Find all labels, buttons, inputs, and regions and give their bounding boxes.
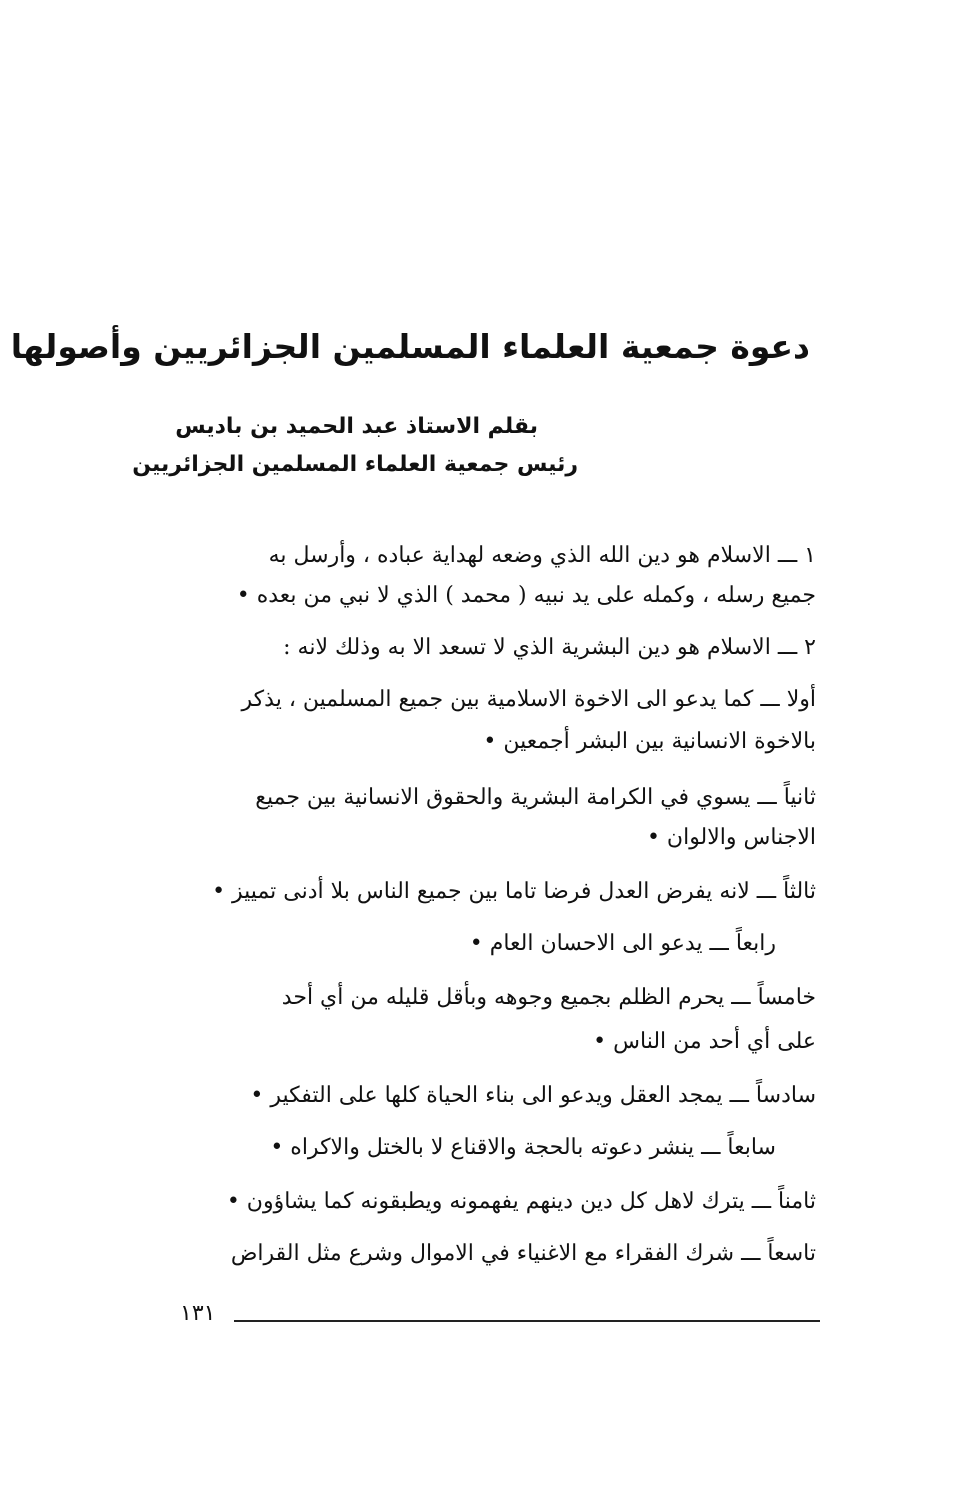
- body-line-15: تاسعاً ـــ شرك الفقراء مع الاغنياء في الاموال وشرع مثل القراض: [230, 1241, 816, 1266]
- body-line-13: سابعاً ـــ ينشر دعوته بالحجة والاقناع لا بالختل والاكراه •: [270, 1135, 776, 1160]
- footer-rule: [234, 1320, 820, 1322]
- body-line-9: رابعاً ـــ يدعو الى الاحسان العام •: [469, 931, 776, 956]
- body-line-4: أولا ـــ كما يدعو الى الاخوة الاسلامية بين جميع المسلمين ، يذكر: [241, 687, 816, 712]
- body-line-10: خامساً ـــ يحرم الظلم بجميع وجوهه وبأقل قليله من أي أحد: [281, 985, 816, 1010]
- body-line-5: بالاخوة الانسانية بين البشر أجمعين •: [483, 729, 816, 754]
- article-title: دعوة جمعية العلماء المسلمين الجزائريين وأصولها: [10, 327, 810, 366]
- author-affiliation-line: رئيس جمعية العلماء المسلمين الجزائريين: [132, 452, 578, 477]
- body-line-12: سادساً ـــ يمجد العقل ويدعو الى بناء الحياة كلها على التفكير •: [250, 1083, 816, 1108]
- body-line-3: ٢ ـــ الاسلام هو دين البشرية الذي لا تسعد الا به وذلك لانه :: [283, 635, 816, 660]
- body-line-6: ثانياً ـــ يسوي في الكرامة البشرية والحقوق الانسانية بين جميع: [255, 785, 816, 810]
- body-line-8: ثالثاً ـــ لانه يفرض العدل فرضا تاما بين جميع الناس بلا أدنى تمييز •: [212, 879, 816, 904]
- author-line: بقلم الاستاذ عبد الحميد بن باديس: [175, 414, 538, 439]
- page-number: ١٣١: [180, 1301, 216, 1326]
- body-line-1: ١ ـــ الاسلام هو دين الله الذي وضعه لهداية عباده ، وأرسل به: [268, 543, 816, 568]
- body-line-14: ثامناً ـــ يترك لاهل كل دين دينهم يفهمونه ويطبقونه كما يشاؤون •: [226, 1189, 816, 1214]
- body-line-7: الاجناس والالوان •: [646, 825, 816, 850]
- body-line-2: جميع رسله ، وكمله على يد نبيه ( محمد ) الذي لا نبي من بعده •: [236, 583, 816, 608]
- body-line-11: على أي أحد من الناس •: [593, 1029, 816, 1054]
